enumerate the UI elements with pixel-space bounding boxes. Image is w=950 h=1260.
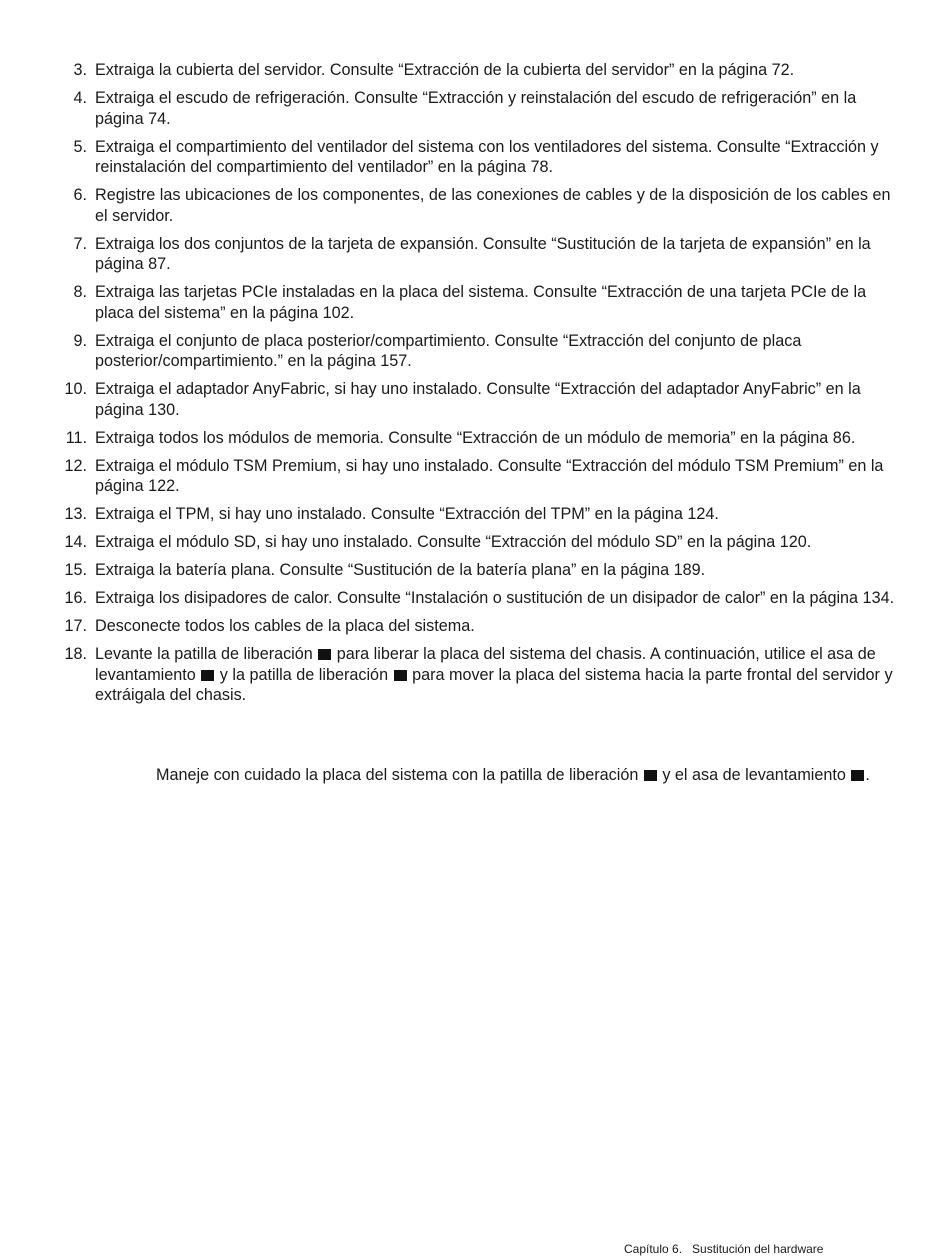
step-number: 10. — [64, 380, 87, 398]
step-text: Extraiga la cubierta del servidor. Consulte “Extracción de la cubierta del servidor” en la página 72. — [95, 61, 795, 79]
step-5 — [0, 137, 950, 178]
step-text: Extraiga los disipadores de calor. Consulte “Instalación o sustitución de un disipador de calor” en la página 134. — [95, 589, 895, 607]
step-text: Extraiga el adaptador AnyFabric, si hay uno instalado. Consulte “Extracción del adaptador AnyFabric” en la página 130. — [95, 380, 861, 419]
step-text: Extraiga el módulo TSM Premium, si hay uno instalado. Consulte “Extracción del módulo TSM Premium” en la página 122. — [95, 456, 884, 495]
note-text-part: y el asa de levantamiento — [662, 766, 846, 784]
callout-marker-icon — [201, 670, 214, 681]
step-3 — [0, 60, 950, 81]
step-number: 3. — [73, 61, 87, 79]
step-text — [95, 644, 900, 706]
footer-chapter: Capítulo 6. — [624, 1242, 683, 1256]
step-8 — [0, 282, 950, 323]
step-7 — [0, 234, 950, 275]
step-10 — [0, 379, 950, 420]
handling-note — [103, 765, 903, 786]
step-number: 12. — [64, 456, 87, 475]
step-number: 18. — [64, 645, 87, 663]
step-text: Extraiga el escudo de refrigeración. Consulte “Extracción y reinstalación del escudo de refrigeración” en la página 74. — [95, 89, 857, 128]
callout-marker-icon — [644, 770, 657, 781]
page-footer — [624, 1241, 823, 1257]
step-text-part: y la patilla de liberación — [219, 665, 389, 684]
step-text-part: Levante la patilla de liberación — [95, 645, 313, 663]
step-4 — [0, 88, 950, 129]
step-number: 16. — [64, 589, 87, 607]
step-14 — [0, 532, 950, 553]
callout-marker-icon — [318, 649, 331, 660]
step-18 — [0, 644, 950, 706]
step-number: 4. — [73, 89, 87, 107]
procedure-steps — [0, 60, 950, 713]
step-number: 14. — [64, 533, 87, 551]
step-text-part: para liberar la placa del sistema del chasis. A continuación, utilice el asa de levantamiento — [95, 645, 876, 684]
callout-marker-icon — [394, 670, 407, 681]
step-number: 11. — [65, 428, 87, 447]
step-text: Extraiga todos los módulos de memoria. Consulte “Extracción de un módulo de memoria” en la página 86. — [95, 428, 856, 447]
step-15 — [0, 560, 950, 581]
step-text: Registre las ubicaciones de los componentes, de las conexiones de cables y de la disposición de los cables en el servidor. — [95, 186, 891, 225]
step-text: Extraiga las tarjetas PCIe instaladas en la placa del sistema. Consulte “Extracción de una tarjeta PCIe de la placa del sistema” en la página 102. — [95, 283, 867, 322]
step-number: 9. — [73, 331, 87, 350]
step-number: 7. — [73, 234, 87, 253]
step-text: Extraiga el conjunto de placa posterior/compartimiento. Consulte “Extracción del conjunto de placa posterior/compartimiento.” en la página 157. — [95, 331, 802, 370]
step-number: 13. — [64, 505, 87, 523]
step-17 — [0, 616, 950, 637]
step-number: 6. — [73, 186, 87, 204]
step-number: 17. — [64, 617, 87, 635]
step-text: Desconecte todos los cables de la placa del sistema. — [95, 617, 475, 635]
step-text: Extraiga los dos conjuntos de la tarjeta de expansión. Consulte “Sustitución de la tarjeta de expansión” en la página 87. — [95, 234, 871, 273]
step-6 — [0, 185, 950, 226]
step-number: 8. — [73, 283, 87, 301]
step-text: Extraiga el TPM, si hay uno instalado. Consulte “Extracción del TPM” en la página 124. — [95, 505, 719, 523]
step-text: Extraiga el compartimiento del ventilador del sistema con los ventiladores del sistema. Consulte “Extracción y reinstalación del compartimiento del ventilador” en la página 78. — [95, 137, 879, 176]
callout-marker-icon — [851, 770, 864, 781]
step-text-part: para mover la placa del sistema hacia la parte frontal del servidor y extráigala del chasis. — [95, 665, 893, 704]
step-11 — [0, 428, 950, 449]
step-number: 15. — [64, 561, 87, 579]
note-text-part: Maneje con cuidado la placa del sistema con la patilla de liberación — [156, 766, 639, 784]
step-13 — [0, 504, 950, 525]
step-number: 5. — [73, 137, 87, 156]
note-text-part: . — [865, 766, 870, 784]
step-12 — [0, 456, 950, 497]
step-16 — [0, 588, 950, 609]
step-text: Extraiga la batería plana. Consulte “Sustitución de la batería plana” en la página 189. — [95, 561, 706, 579]
step-text: Extraiga el módulo SD, si hay uno instalado. Consulte “Extracción del módulo SD” en la página 120. — [95, 533, 812, 551]
footer-title: Sustitución del hardware — [692, 1242, 824, 1256]
step-9 — [0, 331, 950, 372]
